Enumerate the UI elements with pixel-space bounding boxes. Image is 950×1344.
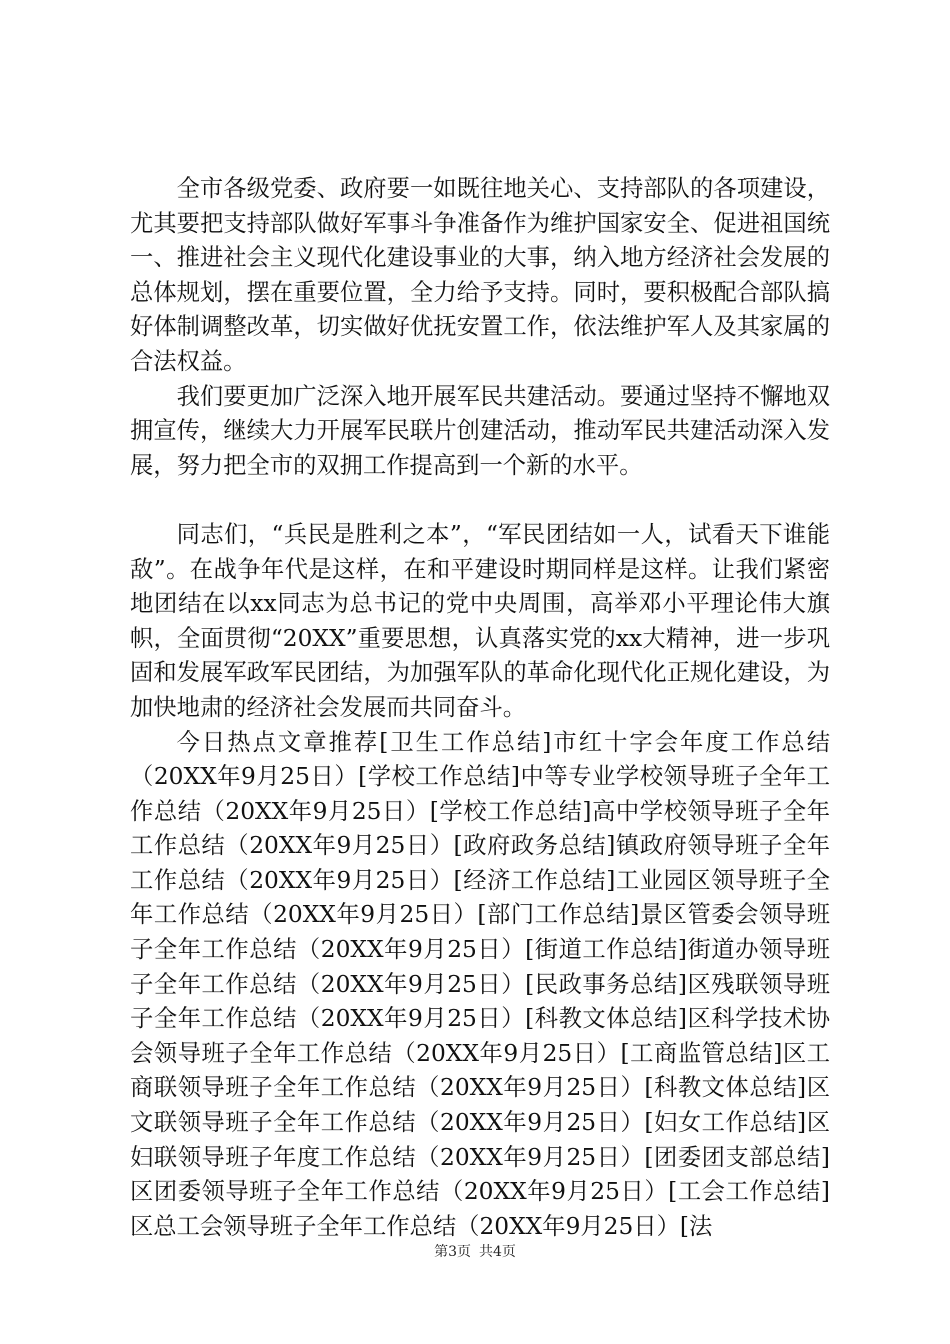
page-footer xyxy=(0,1242,950,1262)
paragraph-hot-articles: 今日热点文章推荐[卫生工作总结]市红十字会年度工作总结（20XX年9月25日）[学校工作总结]中等专业学校领导班子全年工作总结（20XX年9月25日）[学校工作总结]高中学校领导班子全年工作总结（20XX年9月25日）[政府政务总结]镇政府领导班子全年工作总结（20XX年9月25日）[经济工作总结]工业园区领导班子全年工作总结（20XX年9月25日）[部门工作总结]景区管委会领导班子全年工作总结（20XX年9月25日）[街道工作总结]街道办领导班子全年工作总结（20XX年9月25日）[民政事务总结]区残联领导班子全年工作总结（20XX年9月25日）[科教文体总结]区科学技术协会领导班子全年工作总结（20XX年9月25日）[工商监管总结]区工商联领导班子全年工作总结（20XX年9月25日）[科教文体总结]区文联领导班子全年工作总结（20XX年9月25日）[妇女工作总结]区妇联领导班子年度工作总结（20XX年9月25日）[团委团支部总结]区团委领导班子全年工作总结（20XX年9月25日）[工会工作总结]区总工会领导班子全年工作总结（20XX年9月25日）[法 xyxy=(130,728,830,1240)
paragraph-comrades-closing: 同志们，“兵民是胜利之本”，“军民团结如一人，试看天下谁能敌”。在战争年代是这样，在和平建设时期同样是这样。让我们紧密地团结在以xx同志为总书记的党中央周围，高举邓小平理论伟大旗帜，全面贯彻“20XX”重要思想，认真落实党的xx大精神，进一步巩固和发展军政军民团结，为加强军队的革命化现代化正规化建设，为加快地肃的经济社会发展而共同奋斗。 xyxy=(130,520,830,721)
document-body xyxy=(130,172,830,1244)
paragraph-spacer xyxy=(130,483,830,518)
paragraph-support-troops: 全市各级党委、政府要一如既往地关心、支持部队的各项建设，尤其要把支持部队做好军事斗争准备作为维护国家安全、促进祖国统一、推进社会主义现代化建设事业的大事，纳入地方经济社会发展的总体规划，摆在重要位置，全力给予支持。同时，要积极配合部队搞好体制调整改革，切实做好优抚安置工作，依法维护军人及其家属的合法权益。 xyxy=(130,175,830,375)
paragraph-civil-military-construction: 我们要更加广泛深入地开展军民共建活动。要通过坚持不懈地双拥宣传，继续大力开展军民联片创建活动，推动军民共建活动深入发展，努力把全市的双拥工作提高到一个新的水平。 xyxy=(130,382,830,479)
page-total: 共4页 xyxy=(479,1244,516,1260)
page-number: 第3页 xyxy=(434,1244,471,1260)
